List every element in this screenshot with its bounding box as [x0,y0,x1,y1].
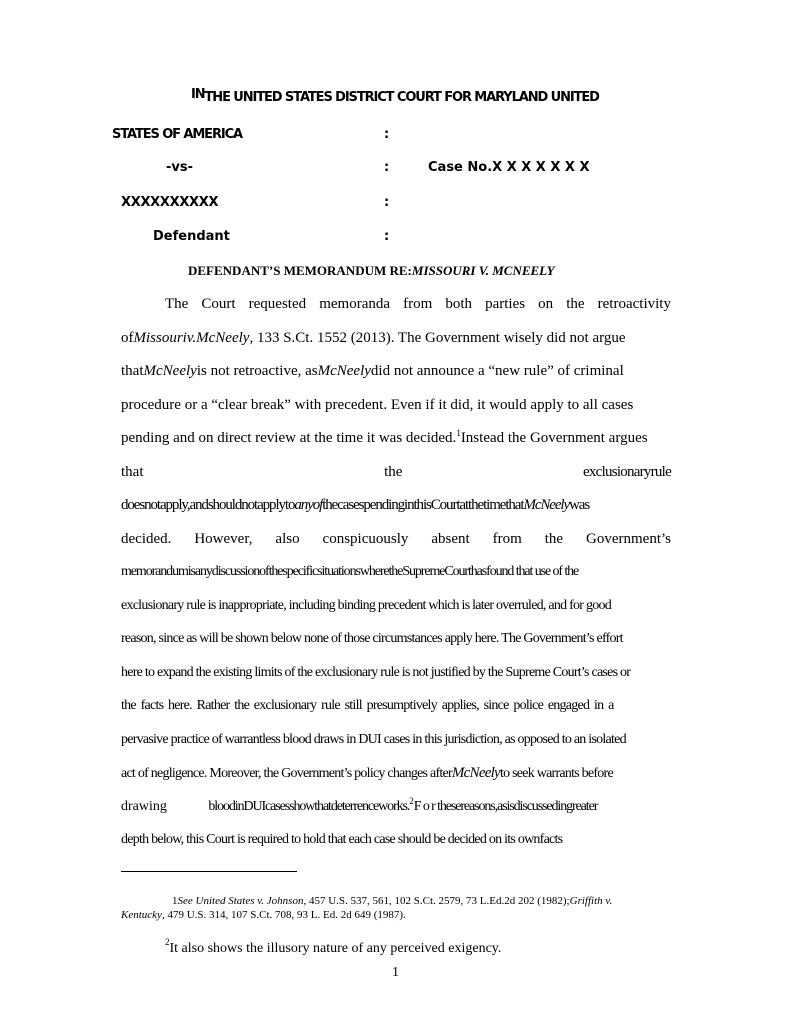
body-line-5: pending and on direct review at the time it was decided.$^1$Instead the Government argues [121,428,648,446]
body-line-11: reason, since as will be shown below none of those circumstances apply here. The Government’s effort [121,631,623,646]
body-line-15: act of negligence. Moreover, the Government’s policy changes afterMcNeelyto seek warrants before [121,765,613,781]
body-line-16: drawing bloodinDUIcasesshowthatdeterrenceworks.$^2$F o r thesereasons,asisdiscussedingreater [121,796,598,814]
case-number [428,160,589,175]
body-line-6: that the exclusionaryrule [121,464,671,480]
footnote-2-number: 2 [165,937,170,947]
body-line-4: procedure or a “clear break” with precedent. Even if it did, it would apply to all cases [121,397,634,413]
footnote-2: $^2$It also shows the illusory nature of any perceived exigency. [165,937,502,956]
body-line-17: depth below, this Court is required to hold that each case should be decided on its ownfacts [121,832,563,847]
body-line-1: The Court requested memoranda from both parties on the retroactivity [165,296,671,312]
body-line-12: here to expand the existing limits of the exclusionary rule is not justified by the Supreme Court’s cases or [121,665,631,680]
body-line-10: exclusionary rule is inappropriate, including binding precedent which is later overruled, and for good [121,598,611,613]
footnote-ref-1[interactable]: 1 [456,428,461,438]
court-heading [191,87,599,105]
caption-colon: : [384,127,390,142]
footnote-1: 1See United States v. Johnson, 457 U.S. 537, 561, 102 S.Ct. 2579, 73 L.Ed.2d 202 (1982);Griffith v. Kentucky, 479 U.S. 314, 107 S.Ct. 708, 93 L. Ed. 2d 649 (1987). [121,895,613,921]
case-number-value: X X X X X X X [492,160,590,175]
body-line-2: ofMissouriv.McNeely, 133 S.Ct. 1552 (2013). The Government wisely did not argue [121,330,626,346]
defendant-role: Defendant [153,229,230,244]
footnote-ref-2[interactable]: 2 [409,796,414,806]
versus-label: -vs- [166,160,194,175]
memorandum-title-case: MISSOURI V. MCNEELY [411,263,555,278]
memorandum-title [188,263,555,279]
caption-colon: : [384,160,390,175]
body-line-13: the facts here. Rather the exclusionary rule still presumptively applies, since police engaged in a [121,698,614,713]
case-citation: Missouriv.McNeely [133,330,250,346]
caption-colon: : [384,229,390,244]
body-line-3: thatMcNeelyis not retroactive, asMcNeelydid not announce a “new rule” of criminal [121,363,624,379]
court-heading-rest: THE UNITED STATES DISTRICT COURT FOR MARYLAND UNITED [204,90,599,105]
page-number: 1 [392,965,399,980]
body-line-7: doesnotapply,andshouldnotapplytoanyofthecasespendinginthisCourtatthetimethatMcNeelywas [121,497,590,513]
body-line-9: memorandumisanydiscussionofthespecificsituationswheretheSupremeCourthasfound that use of the [121,564,579,579]
court-heading-prefix: IN [191,87,205,102]
party-plaintiff: STATES OF AMERICA [112,127,242,142]
body-line-8: decided. However, also conspicuously absent from the Government’s [121,531,671,547]
defendant-name: XXXXXXXXXX [121,195,219,210]
body-line-14: pervasive practice of warrantless blood draws in DUI cases in this jurisdiction, as opposed to an isolated [121,732,626,747]
case-number-label: Case No. [428,160,493,175]
memorandum-title-prefix: DEFENDANT’S MEMORANDUM RE: [188,263,412,278]
footnote-1-number: 1 [172,895,178,907]
footnote-separator [121,871,297,872]
caption-colon: : [384,195,390,210]
